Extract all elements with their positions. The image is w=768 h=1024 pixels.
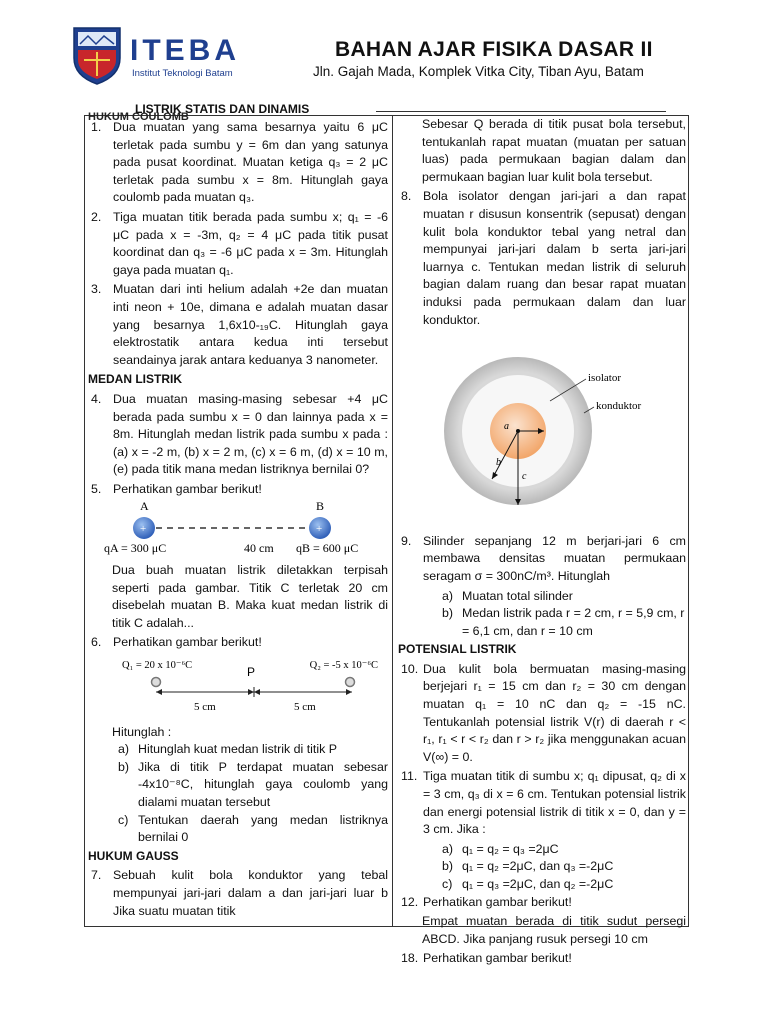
document-address: Jln. Gajah Mada, Komplek Vitka City, Tiban Ayu, Batam <box>313 64 644 79</box>
problem-11a <box>398 841 686 859</box>
problem-number: 5. <box>91 481 102 496</box>
problem-9b <box>398 605 686 640</box>
problem-number: 12. <box>401 894 419 909</box>
problem-6 <box>88 634 388 652</box>
problem-number: 1. <box>91 120 102 134</box>
problem-number: 6. <box>91 635 102 650</box>
problem-text: Perhatikan gambar berikut! <box>423 951 572 966</box>
header-rule <box>376 111 666 112</box>
isolator-label: isolator <box>588 372 621 385</box>
point-p-label: P <box>247 665 256 680</box>
problem-4 <box>88 391 388 479</box>
problem-2 <box>88 209 388 279</box>
charge-b-sign: + <box>316 523 323 536</box>
sub-text: Hitunglah kuat medan listrik di titik P <box>138 742 338 757</box>
hitunglah-label: Hitunglah : <box>112 724 172 739</box>
problem-1 <box>88 119 388 207</box>
label-c: c <box>522 471 527 483</box>
problem-7 <box>88 867 388 920</box>
left-column <box>88 111 388 924</box>
heading-medan-listrik: MEDAN LISTRIK <box>88 372 182 387</box>
problem-number: 7. <box>91 868 102 883</box>
problem-5 <box>88 481 388 499</box>
label-a: A <box>140 499 149 514</box>
sub-text: q₁ = q₂ =2μC, dan q₃ =-2μC <box>462 859 614 874</box>
label-b: B <box>316 499 325 514</box>
charge-a-value: qA = 300 μC <box>104 541 167 556</box>
problem-text: Dua kulit bola bermuatan masing-masing berjejari r₁ = 15 cm dan r₂ = 30 cm dengan muatan q₁ = 10 nC dan q₂ = -15 nC. Tentukanlah potensial listrik V(r) di daerah r < r₁, r₁ < r < r₂ dan r > r₂ jika menggunakan acuan V(∞) = 0. <box>423 661 686 764</box>
charge-q1 <box>152 678 161 687</box>
problem-text: Perhatikan gambar berikut! <box>423 894 572 909</box>
problem-9a <box>398 588 686 606</box>
problem-number: 2. <box>91 209 102 224</box>
problem-text: Bola isolator dengan jari-jari a dan rapat muatan r disusun konsentrik (sepusat) dengan kulit bola konduktor tebal yang netral dan mempunyai jari-jari dalam b serta jari-jari luarnya c. Tentukan medan listrik di seluruh bagian dalam ruang dan besar rapat muatan induksi pada permukaan dalam dan luar konduktor. <box>423 189 686 327</box>
problem-number: 9. <box>401 533 412 548</box>
problem-7-continued: Sebesar Q berada di titik pusat bola tersebut, tentukanlah rapat muatan (muatan per satuan luas) pada permukaan bagian dalam dan permukaan bagian luar kulit bola tersebut. <box>422 117 686 184</box>
label-b: b <box>496 457 501 469</box>
problem-number: 18. <box>401 951 419 966</box>
heading-potensial-listrik: POTENSIAL LISTRIK <box>398 642 517 657</box>
sub-text: q₁ = q₃ =2μC, dan q₂ =-2μC <box>462 877 614 891</box>
problem-8 <box>398 188 686 329</box>
distance-1: 5 cm <box>194 701 216 714</box>
problem-11b <box>398 858 686 876</box>
sub-letter: a) <box>442 588 454 603</box>
document-title: BAHAN AJAR FISIKA DASAR II <box>335 38 653 61</box>
right-column <box>398 116 686 970</box>
problem-text: Sebuah kulit bola konduktor yang tebal mempunyai jari-jari dalam a dan jari-jari luar b Jika suatu muatan titik <box>113 868 388 918</box>
charge-b-value: qB = 600 μC <box>296 541 359 556</box>
heading-hukum-gauss: HUKUM GAUSS <box>88 848 179 863</box>
sub-text: Muatan total silinder <box>462 588 573 603</box>
problem-12 <box>398 894 686 912</box>
problem-text: Perhatikan gambar berikut! <box>113 481 262 496</box>
figure-concentric-spheres <box>398 337 678 523</box>
problem-9 <box>398 533 686 586</box>
sub-text: Medan listrik pada r = 2 cm, r = 5,9 cm, r = 6,1 cm, dan r = 10 cm <box>462 606 685 638</box>
figure-two-charges <box>98 500 388 556</box>
problem-number: 8. <box>401 189 412 204</box>
sub-letter: b) <box>442 606 454 621</box>
distance-label: 40 cm <box>244 541 274 556</box>
brand-name: ITEBA <box>130 34 240 67</box>
problem-text: Tiga muatan titik berada pada sumbu x; q₁ = -6 μC pada x = -3m, q₂ = 4 μC pada titik pusat koordinat dan q₃ = -6 μC pada x = 3m. Hitunglah gaya pada muatan q₁. <box>113 209 388 277</box>
sub-text: q₁ = q₂ = q₃ =2μC <box>462 841 559 856</box>
label-a: a <box>504 421 509 433</box>
problem-3 <box>88 281 388 369</box>
charge-q2 <box>346 678 355 687</box>
problem-11 <box>398 768 686 838</box>
konduktor-label: konduktor <box>596 400 642 413</box>
sub-letter: a) <box>118 742 130 757</box>
sub-letter: c) <box>118 812 129 827</box>
problem-text: Perhatikan gambar berikut! <box>113 635 262 650</box>
problem-11c <box>398 876 686 894</box>
problem-10 <box>398 661 686 767</box>
charge-a-sign: + <box>140 523 147 536</box>
q2-label: Q₂ = -5 x 10⁻⁶C <box>309 660 378 672</box>
problem-text: Muatan dari inti helium adalah +2e dan muatan inti neon + 10e, dimana e adalah muatan dasar yang besarnya 1,6x10-₁₉C. Hitunglah gaya elektrostatik antara kedua inti tersebut seandainya jarak antara keduanya 3 nanometer. <box>113 282 388 367</box>
q1-label: Q₁ = 20 x 10⁻⁶C <box>122 660 193 672</box>
column-divider <box>392 115 393 927</box>
sub-letter: c) <box>442 877 453 891</box>
brand-subtitle: Institut Teknologi Batam <box>132 68 233 79</box>
problem-number: 10. <box>401 661 419 676</box>
sub-letter: a) <box>442 841 454 856</box>
figure-point-p <box>102 654 382 718</box>
problem-text: Dua muatan masing-masing sebesar +4 μC berada pada sumbu x = 0 dan lainnya pada x = 8m. Hitunglah medan listrik pada sumbu x pada : (a) x = -2 m, (b) x = 2 m, (c) x = 6 m, (d) x = 10 m, (e) pada titik mana medan listriknya bernilai 0? <box>113 391 388 477</box>
problem-18 <box>398 950 686 968</box>
problem-number: 11. <box>401 769 418 784</box>
problem-text: Silinder sepanjang 12 m berjari-jari 6 cm membawa densitas muatan permukaan seragam σ = 300nC/m³. Hitunglah <box>423 533 686 583</box>
sub-letter: b) <box>118 759 130 774</box>
sub-text: Tentukan daerah yang medan listriknya bernilai 0 <box>138 812 388 845</box>
sub-letter: b) <box>442 859 454 874</box>
problem-text: Tiga muatan titik di sumbu x; q₁ dipusat, q₂ di x = 3 cm, q₃ di x = 6 cm. Tentukan potensial listrik dan energi potensial listrik di titik x = 0, dan y = 3 cm. Jika : <box>423 769 686 837</box>
section-heading: LISTRIK STATIS DAN DINAMIS <box>135 102 310 116</box>
problem-number: 4. <box>91 391 102 406</box>
problem-12-body: Empat muatan berada di titik sudut persegi ABCD. Jika panjang rusuk persegi 10 cm <box>422 914 686 946</box>
cut-heading: HUKUM COULOMB <box>88 111 189 123</box>
distance-2: 5 cm <box>294 701 316 714</box>
problem-text: Dua muatan yang sama besarnya yaitu 6 μC terletak pada sumbu y = 6m dan yang satunya pada pusat koordinat. Muatan ketiga q₃ = 2 μC terletak pada sumbu x = 8m. Hitunglah gaya coulomb pada muatan q₃. <box>113 120 388 205</box>
problem-6a <box>88 741 388 759</box>
iteba-logo <box>70 24 124 86</box>
problem-number: 3. <box>91 282 102 297</box>
problem-5-body: Dua buah muatan listrik diletakkan terpisah seperti pada gambar. Titik C terletak 20 cm disebelah muatan B. Maka kuat medan listrik di titik C adalah... <box>112 563 388 630</box>
sub-text: Jika di titik P terdapat muatan sebesar -4x10⁻⁸C, hitunglah gaya coulomb yang dialami muatan tersebut <box>138 759 388 809</box>
problem-6c <box>88 812 388 847</box>
problem-6b <box>88 759 388 812</box>
